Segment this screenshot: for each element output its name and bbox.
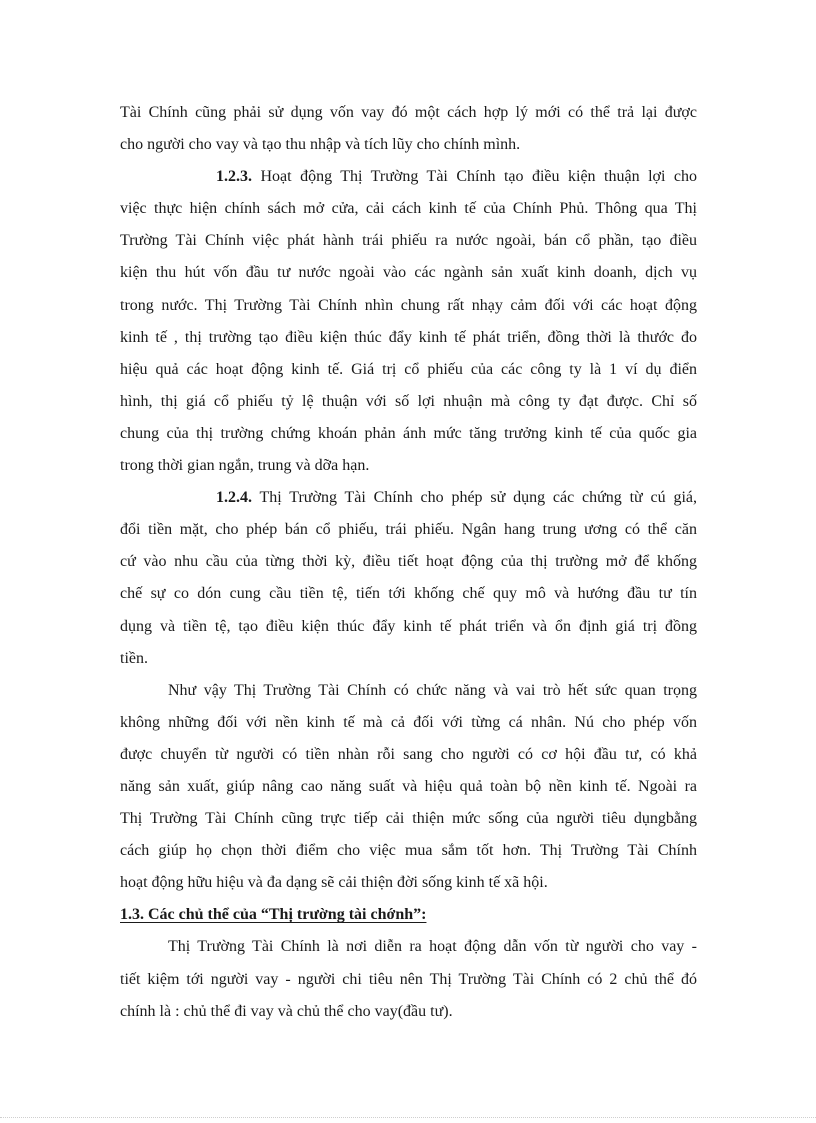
paragraph-line: Trường Tài Chính việc phát hành trái phiếu ra nước ngoài, bán cổ phần, tạo điều [120,232,697,250]
section-1-2-4-first-line [120,482,697,514]
paragraph-line: đổi tiền mặt, cho phép bán cổ phiếu, trái phiếu. Ngân hang trung ương có thể căn [120,521,697,539]
paragraph-text: Thị Trường Tài Chính cho phép sử dụng các chứng từ cú giá, [252,489,697,507]
paragraph-line: Thị Trường Tài Chính cũng trực tiếp cải thiện mức sống của người tiêu dụngbằng [120,810,697,828]
section-number: 1.2.4. [216,489,252,507]
paragraph-line: chung của thị trường chứng khoán phản ánh mức tăng trưởng kinh tế của quốc gia [120,424,697,442]
paragraph-line: kiện thu hút vốn đầu tư nước ngoài vào các ngành sản xuất kinh doanh, dịch vụ [120,264,697,282]
paragraph-line: được chuyển từ người có tiền nhàn rỗi sang cho người có cơ hội đầu tư, có khả [120,745,697,763]
document-body [120,97,697,1028]
paragraph-line: dụng và tiền tệ, tạo điều kiện thúc đẩy kinh tế phát triển và ổn định giá trị đồng [120,617,697,635]
paragraph-line: Tài Chính cũng phải sử dụng vốn vay đó một cách hợp lý mới có thể trả lại được [120,104,697,121]
section-heading [120,899,697,931]
paragraph-line: cứ vào nhu cầu của từng thời kỳ, điều tiết hoạt động của thị trường mở để khống [120,553,697,571]
paragraph-line: hiệu quả các hoạt động kinh tế. Giá trị cổ phiếu của các công ty là 1 ví dụ điển [120,360,697,378]
paragraph-line: tiền. [120,649,148,667]
paragraph-line: trong nước. Thị Trường Tài Chính nhìn chung rất nhạy cảm đối với các hoạt động [120,296,697,314]
paragraph-line: năng sản xuất, giúp nâng cao năng suất và hiệu quả toàn bộ nền kinh tế. Ngoài ra [120,777,697,795]
paragraph-line: chế sự co dón cung cầu tiền tệ, tiến tới khống chế quy mô và hướng đầu tư tín [120,585,697,603]
section-1-2-3-first-line [120,161,697,193]
paragraph-line: hoạt động hữu hiệu và đa dạng sẽ cải thiện đời sống kinh tế xã hội. [120,874,548,892]
paragraph-line: không những đối với nền kinh tế mà cả đối với từng cá nhân. Nú cho phép vốn [120,713,697,731]
section-heading-text: 1.3. Các chủ thể của “Thị trường tài chớnh”: [120,906,427,924]
paragraph-line: tiết kiệm tới người vay - người chi tiêu nên Thị Trường Tài Chính có 2 chủ thể đó [120,970,697,988]
section-number: 1.2.3. [216,168,252,186]
paragraph-text: Hoạt động Thị Trường Tài Chính tạo điều kiện thuận lợi cho [252,168,697,186]
paragraph-line: kinh tế , thị trường tạo điều kiện thúc đẩy kinh tế phát triển, đồng thời là thước đo [120,328,697,346]
paragraph-line: việc thực hiện chính sách mở cửa, cải cách kinh tế của Chính Phủ. Thông qua Thị [120,200,697,218]
paragraph-line: cách giúp họ chọn thời điểm cho việc mua sắm tốt hơn. Thị Trường Tài Chính [120,842,697,860]
paragraph-line: chính là : chủ thể đi vay và chủ thể cho vay(đầu tư). [120,1002,453,1020]
paragraph-line: trong thời gian ngắn, trung và dỡa hạn. [120,457,370,475]
paragraph-line: Thị Trường Tài Chính là nơi diễn ra hoạt động dẫn vốn từ người cho vay - [168,938,697,956]
paragraph-line: hình, thị giá cổ phiếu tỷ lệ thuận với số lợi nhuận mà công ty đạt được. Chỉ số [120,392,697,410]
paragraph-line: cho người cho vay và tạo thu nhập và tích lũy cho chính mình. [120,136,521,154]
page-bottom-border [0,1117,816,1118]
paragraph-line: Như vậy Thị Trường Tài Chính có chức năng và vai trò hết sức quan trọng [168,681,697,699]
